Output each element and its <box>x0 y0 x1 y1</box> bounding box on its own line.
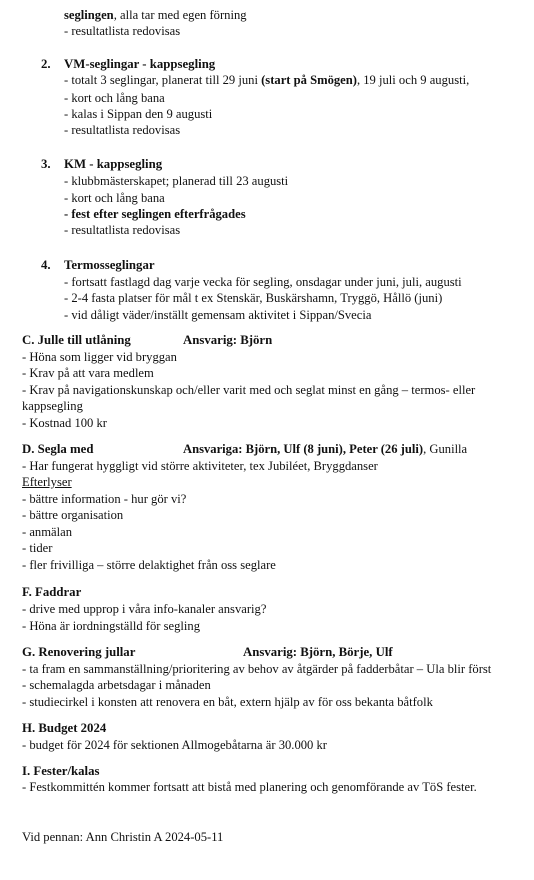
item2-line-1 <box>64 72 469 88</box>
section-d-responsible-line <box>183 441 467 457</box>
item4-line-3: - vid dåligt väder/inställt gemensam aktivitet i Sippan/Svecia <box>64 308 372 322</box>
item2-title: VM-seglingar - kappsegling <box>64 57 216 71</box>
item2-line-3: - kalas i Sippan den 9 augusti <box>64 107 213 121</box>
section-i-line-1: - Festkommittén kommer fortsatt att bistå med planering och genomförande av TöS fester. <box>22 780 477 794</box>
top-line-1 <box>64 7 247 23</box>
section-g-title: G. Renovering jullar <box>22 645 136 659</box>
section-g-responsible: Ansvarig: Björn, Börje, Ulf <box>243 645 393 659</box>
item2-line-4: - resultatlista redovisas <box>64 123 181 137</box>
section-d-subheading: Efterlyser <box>22 475 72 489</box>
section-c-line-3: - Krav på navigationskunskap och/eller varit med och seglat minst en gång – termos- eller <box>22 383 476 397</box>
signature-line: Vid pennan: Ann Christin A 2024-05-11 <box>22 830 224 844</box>
item3-line-1: - klubbmästerskapet; planerad till 23 augusti <box>64 174 289 188</box>
section-h-title: H. Budget 2024 <box>22 721 107 735</box>
section-d-line-4: - anmälan <box>22 525 72 539</box>
section-d-line-3: - bättre organisation <box>22 508 124 522</box>
section-i-title: I. Fester/kalas <box>22 764 100 778</box>
item2-line-1b: , 19 juli och 9 augusti, <box>356 73 470 87</box>
section-c-line-1: - Höna som ligger vid bryggan <box>22 350 177 364</box>
section-d-responsible: Ansvariga: Björn, Ulf (8 juni), Peter (26 juli) <box>183 442 424 456</box>
section-f-title: F. Faddrar <box>22 585 82 599</box>
section-g-line-2: - schemalagda arbetsdagar i månaden <box>22 678 211 692</box>
section-d-title: D. Segla med <box>22 442 94 456</box>
section-g-line-3: - studiecirkel i konsten att renovera en båt, extern hjälp av för oss bekanta båtfolk <box>22 695 433 709</box>
item2-number: 2. <box>41 57 51 71</box>
segling-bold: seglingen <box>64 8 114 22</box>
item3-number: 3. <box>41 157 51 171</box>
section-d-responsible-tail: , Gunilla <box>423 442 468 456</box>
item4-title: Termosseglingar <box>64 258 155 272</box>
item2-line-1-bold: (start på Smögen) <box>261 73 357 87</box>
section-g-line-1: - ta fram en sammanställning/prioritering av behov av åtgärder på fadderbåtar – Ula blir först <box>22 662 492 676</box>
top-resultat: - resultatlista redovisas <box>64 24 181 38</box>
section-f-line-2: - Höna är iordningställd för segling <box>22 619 201 633</box>
item2-line-1a: - totalt 3 seglingar, planerat till 29 juni <box>64 73 262 87</box>
section-c-title: C. Julle till utlåning <box>22 333 131 347</box>
section-c-line-2: - Krav på att vara medlem <box>22 366 154 380</box>
section-f-line-1: - drive med upprop i våra info-kanaler ansvarig? <box>22 602 267 616</box>
section-d-line-5: - tider <box>22 541 53 555</box>
section-c-line-4: - Kostnad 100 kr <box>22 416 107 430</box>
item3-line-2: - kort och lång bana <box>64 191 165 205</box>
item3-line-3: - fest efter seglingen efterfrågades <box>64 207 246 221</box>
item3-title: KM - kappsegling <box>64 157 163 171</box>
item4-line-1: - fortsatt fastlagd dag varje vecka för segling, onsdagar under juni, juli, augusti <box>64 275 462 289</box>
item4-number: 4. <box>41 258 51 272</box>
section-d-line-2: - bättre information - hur gör vi? <box>22 492 187 506</box>
section-d-line-1: - Har fungerat hyggligt vid större aktiviteter, tex Jubiléet, Bryggdanser <box>22 459 378 473</box>
item4-line-2: - 2-4 fasta platser för mål t ex Stenskär, Buskärshamn, Tryggö, Hållö (juni) <box>64 291 443 305</box>
section-h-line-1: - budget för 2024 för sektionen Allmogebåtarna är 30.000 kr <box>22 738 327 752</box>
section-c-responsible: Ansvarig: Björn <box>183 333 273 347</box>
segling-rest: , alla tar med egen förning <box>113 8 247 22</box>
section-c-line-3b: kappsegling <box>22 399 83 413</box>
item3-line-4: - resultatlista redovisas <box>64 223 181 237</box>
item2-line-2: - kort och lång bana <box>64 91 165 105</box>
section-d-line-6: - fler frivilliga – större delaktighet från oss seglare <box>22 558 276 572</box>
